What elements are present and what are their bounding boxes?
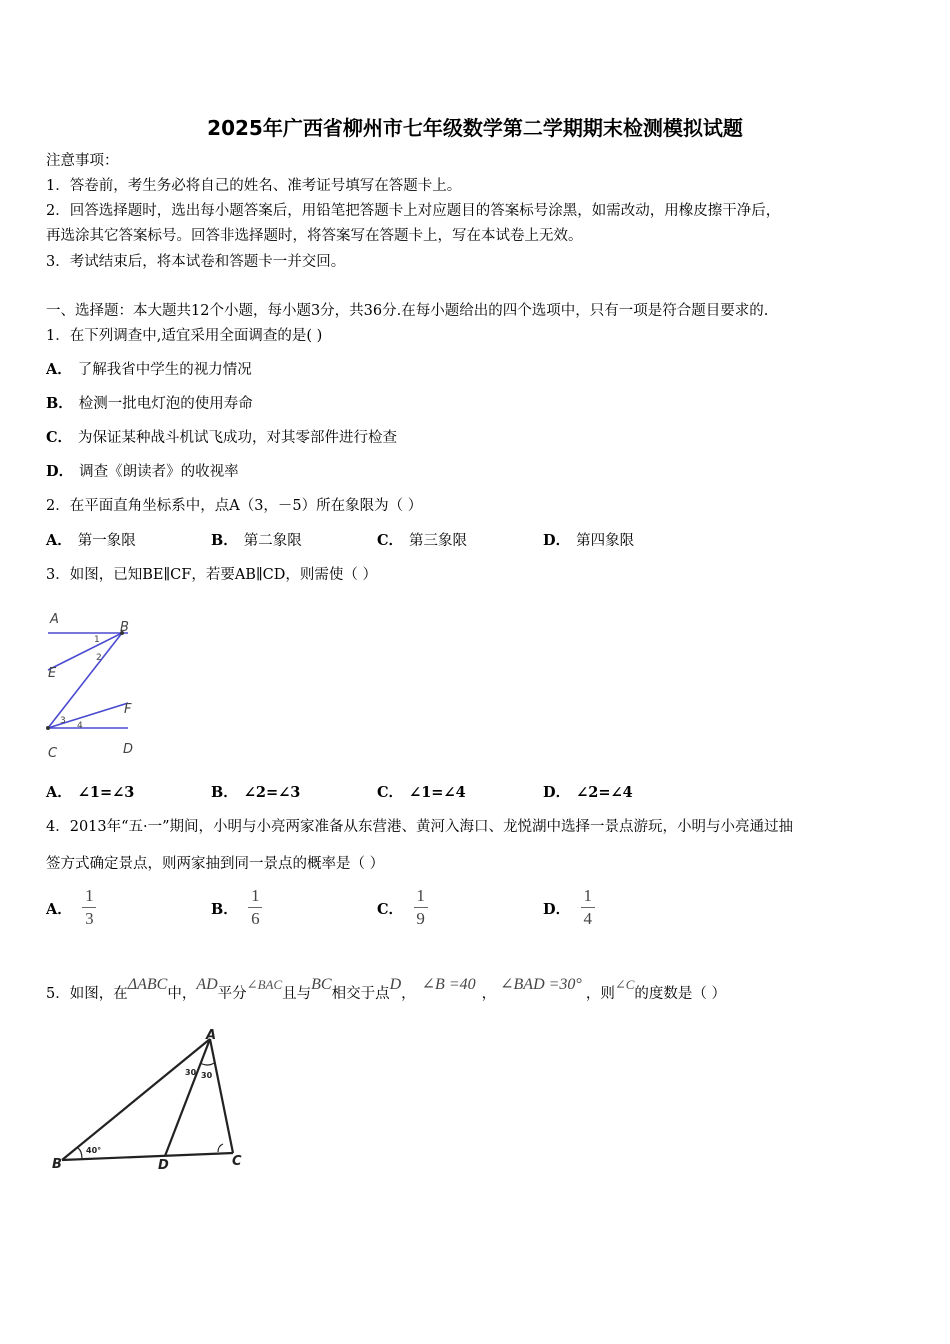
math-angle-b: ∠B =40 — [421, 976, 476, 993]
angle-bad-value: 30 — [185, 1068, 197, 1077]
q2-option-a[interactable] — [46, 532, 136, 550]
fraction — [82, 886, 96, 929]
option-text: ∠2=∠3 — [243, 784, 301, 801]
option-label: D． — [543, 784, 571, 801]
label-b: B — [52, 1157, 62, 1172]
q1-option-d[interactable] — [46, 463, 239, 481]
q3-stem: 3．如图，已知BE∥CF，若要AB∥CD，则需使（ ） — [46, 567, 377, 583]
q4-option-d[interactable] — [543, 886, 595, 929]
denominator: 4 — [583, 909, 592, 928]
option-label: C． — [377, 532, 404, 549]
option-text: ∠1=∠3 — [77, 784, 135, 801]
denominator: 9 — [416, 909, 425, 928]
option-text: 第二象限 — [243, 533, 302, 549]
numerator: 1 — [85, 886, 94, 905]
notice-item: 2．回答选择题时，选出每小题答案后，用铅笔把答题卡上对应题目的答案标号涂黑，如需改动，用橡皮擦干净后， — [46, 203, 781, 219]
q4-stem-line1: 4．2013年“五·一”期间，小明与小亮两家准备从东营港、黄河入海口、龙悦湖中选择一景点游玩，小明与小亮通过抽 — [46, 819, 794, 835]
angle-c-arc — [218, 1144, 223, 1152]
fraction — [414, 886, 428, 929]
q5-text: 的度数是（ ） — [634, 986, 727, 1002]
numerator: 1 — [251, 886, 260, 905]
label-c: C — [48, 746, 58, 761]
option-label: C． — [377, 784, 404, 801]
math-ad: AD — [196, 976, 218, 993]
label-f: F — [124, 702, 132, 717]
section-heading: 一、选择题：本大题共12个小题，每小题3分，共36分.在每小题给出的四个选项中，只有一项是符合题目要求的. — [46, 303, 769, 319]
notice-heading: 注意事项： — [46, 153, 119, 169]
q4-option-b[interactable] — [211, 886, 262, 929]
option-label: C． — [377, 900, 404, 918]
q5-stem — [46, 976, 727, 1003]
label-c: C — [232, 1154, 242, 1169]
q5-text: 平分 — [217, 986, 247, 1002]
line-bc — [48, 633, 122, 728]
math-angle-bac: ∠BAC — [246, 977, 283, 992]
q5-text: ， — [481, 986, 497, 1002]
q1-stem: 1．在下列调查中,适宜采用全面调查的是( ) — [46, 328, 323, 344]
option-text: 第三象限 — [409, 533, 468, 549]
angle-a-arc — [200, 1063, 214, 1065]
q3-option-a[interactable] — [46, 784, 134, 802]
option-label: B． — [211, 900, 238, 918]
notice-item: 3．考试结束后，将本试卷和答题卡一并交回。 — [46, 254, 346, 270]
option-label: A． — [46, 900, 72, 918]
q1-option-b[interactable] — [46, 395, 253, 413]
page-title: 2025年广西省柳州市七年级数学第二学期期末检测模拟试题 — [207, 116, 743, 140]
numerator: 1 — [416, 886, 425, 905]
q2-option-d[interactable] — [543, 532, 634, 550]
label-b: B — [120, 620, 129, 635]
q2-option-b[interactable] — [211, 532, 302, 550]
option-text: 为保证某种战斗机试飞成功，对其零部件进行检查 — [78, 430, 398, 446]
angle-4: 4 — [77, 721, 83, 731]
q5-text: 且与 — [282, 986, 312, 1002]
option-text: 了解我省中学生的视力情况 — [77, 362, 252, 378]
option-label: A． — [46, 361, 72, 378]
label-a: A — [50, 612, 59, 627]
q4-option-a[interactable] — [46, 886, 96, 929]
option-label: C． — [46, 429, 73, 446]
q3-figure — [40, 605, 150, 765]
angle-b-arc — [78, 1148, 82, 1159]
option-label: D． — [543, 532, 571, 549]
option-label: B． — [211, 532, 238, 549]
fraction — [581, 886, 595, 929]
fraction — [248, 886, 262, 929]
angle-dac-value: 30 — [201, 1071, 213, 1080]
q5-figure — [40, 1025, 260, 1180]
denominator: 6 — [251, 909, 260, 928]
line-be — [48, 633, 122, 670]
q5-text: 中， — [167, 986, 197, 1002]
option-label: B． — [211, 784, 238, 801]
option-label: B． — [46, 395, 73, 412]
label-d: D — [123, 742, 134, 757]
label-a: A — [206, 1028, 217, 1043]
numerator: 1 — [583, 886, 592, 905]
denominator: 3 — [85, 909, 94, 928]
q5-text: 相交于点 — [331, 986, 390, 1002]
option-text: 第一象限 — [77, 533, 136, 549]
notice-item: 再选涂其它答案标号。回答非选择题时，将答案写在答题卡上，写在本试卷上无效。 — [46, 228, 583, 244]
option-text: 调查《朗读者》的收视率 — [79, 464, 239, 480]
option-label: A． — [46, 532, 72, 549]
side-ac — [210, 1039, 233, 1153]
q1-option-a[interactable] — [46, 361, 252, 379]
option-text: 第四象限 — [576, 533, 635, 549]
angle-b-value: 40° — [86, 1146, 102, 1155]
q5-text: 5．如图，在 — [46, 986, 128, 1002]
q2-option-c[interactable] — [377, 532, 467, 550]
angle-3: 3 — [60, 716, 66, 726]
math-angle-bad: ∠BAD =30° — [500, 976, 582, 993]
math-triangle-abc: ΔABC — [127, 976, 168, 993]
option-text: ∠2=∠4 — [576, 784, 633, 801]
angle-2: 2 — [96, 653, 102, 663]
option-label: D． — [46, 463, 74, 480]
option-label: D． — [543, 900, 571, 918]
option-text: ∠1=∠4 — [409, 784, 466, 801]
q5-text: ， — [401, 986, 416, 1002]
angle-1: 1 — [94, 635, 100, 645]
q4-option-c[interactable] — [377, 886, 428, 929]
q1-option-c[interactable] — [46, 429, 397, 447]
label-e: E — [48, 666, 57, 681]
q5-text: ，则 — [585, 986, 615, 1002]
q3-option-c[interactable] — [377, 784, 466, 802]
math-angle-c: ∠C — [614, 977, 635, 992]
notice-item: 1．答卷前，考生务必将自己的姓名、准考证号填写在答题卡上。 — [46, 178, 462, 194]
point-c — [46, 726, 50, 730]
option-text: 检测一批电灯泡的使用寿命 — [78, 396, 253, 412]
q4-stem-line2: 签方式确定景点，则两家抽到同一景点的概率是（ ） — [46, 856, 385, 872]
math-d: D — [389, 976, 402, 993]
option-label: A． — [46, 784, 72, 801]
q3-option-d[interactable] — [543, 784, 633, 802]
math-bc: BC — [311, 976, 332, 993]
q3-option-b[interactable] — [211, 784, 300, 802]
label-d: D — [158, 1158, 169, 1173]
q2-stem: 2．在平面直角坐标系中，点A（3，－5）所在象限为（ ） — [46, 498, 423, 514]
